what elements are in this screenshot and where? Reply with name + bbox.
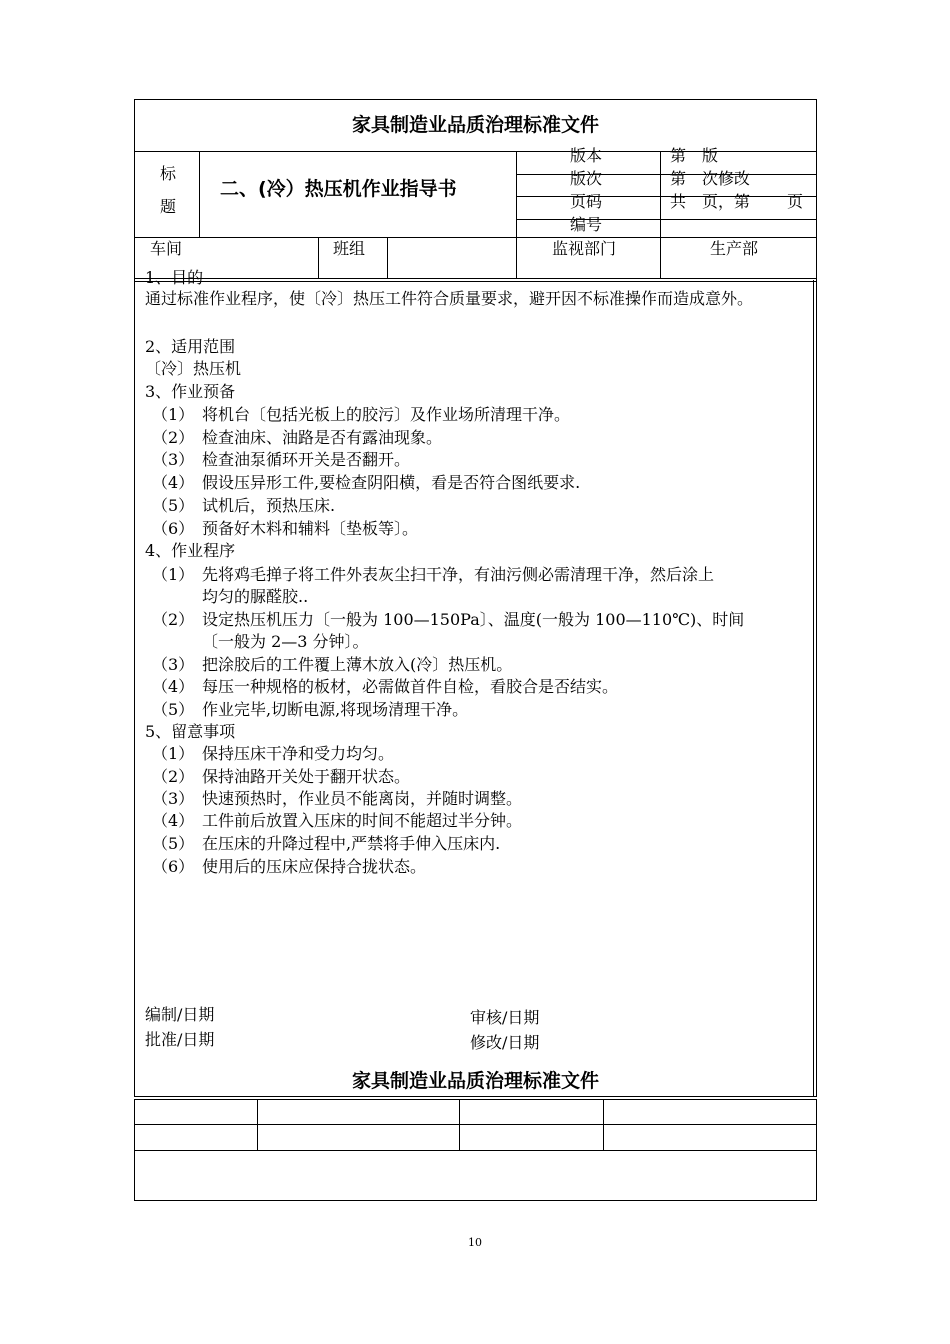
section-3-title: 3、作业预备 (145, 382, 236, 401)
version-value: 第 版 (670, 146, 719, 165)
document-header-title: 家具制造业品质治理标准文件 (351, 114, 599, 136)
list-item: （5） 试机后，预热压床. (152, 496, 336, 515)
list-item-continuation: 〔一般为 2—3 分钟〕。 (202, 632, 369, 651)
revision-label: 版次 (570, 169, 603, 188)
section-2-title: 2、适用范围 (145, 337, 236, 356)
team-label: 班组 (333, 239, 366, 258)
workshop-label: 车间 (150, 239, 183, 258)
list-item: （3） 把涂胶后的工件覆上薄木放入(冷〕热压机。 (152, 655, 513, 674)
page-value-1: 共 页，第 (670, 192, 751, 211)
section-1-text: 通过标准作业程序，使〔冷〕热压工件符合质量要求，避开因不标准操作而造成意外。 (145, 289, 754, 308)
list-item: （1） 保持压床干净和受力均匀。 (152, 744, 395, 763)
list-item: （3） 检查油泵循环开关是否翻开。 (152, 450, 411, 469)
list-item: （2） 设定热压机压力〔一般为 100—150Pa〕、温度(一般为 100—110℃)、时间 (152, 610, 745, 629)
title-label-1: 标 (160, 164, 177, 183)
section-5-title: 5、留意事项 (145, 722, 236, 741)
list-item: （2） 检查油床、油路是否有露油现象。 (152, 428, 443, 447)
list-item: （5） 在压床的升降过程中,严禁将手伸入压床内. (152, 834, 501, 853)
document-title: 二、(冷）热压机作业指导书 (220, 178, 457, 200)
list-item-continuation: 均匀的脲醛胶.. (202, 587, 309, 606)
list-item: （6） 使用后的压床应保持合拢状态。 (152, 857, 427, 876)
list-item: （2） 保持油路开关处于翻开状态。 (152, 767, 411, 786)
section-1-title: 1、目的 (145, 268, 204, 287)
page-number: 10 (468, 1236, 482, 1249)
list-item: （3） 快速预热时，作业员不能离岗，并随时调整。 (152, 789, 523, 808)
footer-title: 家具制造业品质治理标准文件 (351, 1070, 599, 1092)
supervision-value: 生产部 (710, 239, 759, 258)
version-label: 版本 (570, 146, 603, 165)
section-4-title: 4、作业程序 (145, 541, 236, 560)
list-item: （1） 将机台〔包括光板上的胶污〕及作业场所清理干净。 (152, 405, 571, 424)
supervision-label: 监视部门 (552, 239, 617, 258)
approved-by-date: 批准/日期 (145, 1030, 215, 1049)
modified-by-date: 修改/日期 (470, 1033, 540, 1052)
prepared-by-date: 编制/日期 (145, 1005, 215, 1024)
number-label: 编号 (570, 215, 603, 234)
list-item: （5） 作业完毕,切断电源,将现场清理干净。 (152, 700, 469, 719)
list-item: （4） 工件前后放置入压床的时间不能超过半分钟。 (152, 811, 523, 830)
list-item: （6） 预备好木料和辅料〔垫板等〕。 (152, 519, 419, 538)
list-item: （4） 假设压异形工件,要检查阴阳横，看是否符合图纸要求. (152, 473, 581, 492)
reviewed-by-date: 审核/日期 (470, 1008, 540, 1027)
list-item: （1） 先将鸡毛掸子将工件外表灰尘扫干净，有油污侧必需清理干净，然后涂上 (152, 565, 715, 584)
section-2-text: 〔冷〕热压机 (145, 359, 242, 378)
page-value-2: 页 (787, 192, 804, 211)
revision-value: 第 次修改 (670, 169, 751, 188)
title-label-2: 题 (160, 197, 177, 216)
page-label: 页码 (570, 192, 603, 211)
list-item: （4） 每压一种规格的板材，必需做首件自检，看胶合是否结实。 (152, 677, 619, 696)
